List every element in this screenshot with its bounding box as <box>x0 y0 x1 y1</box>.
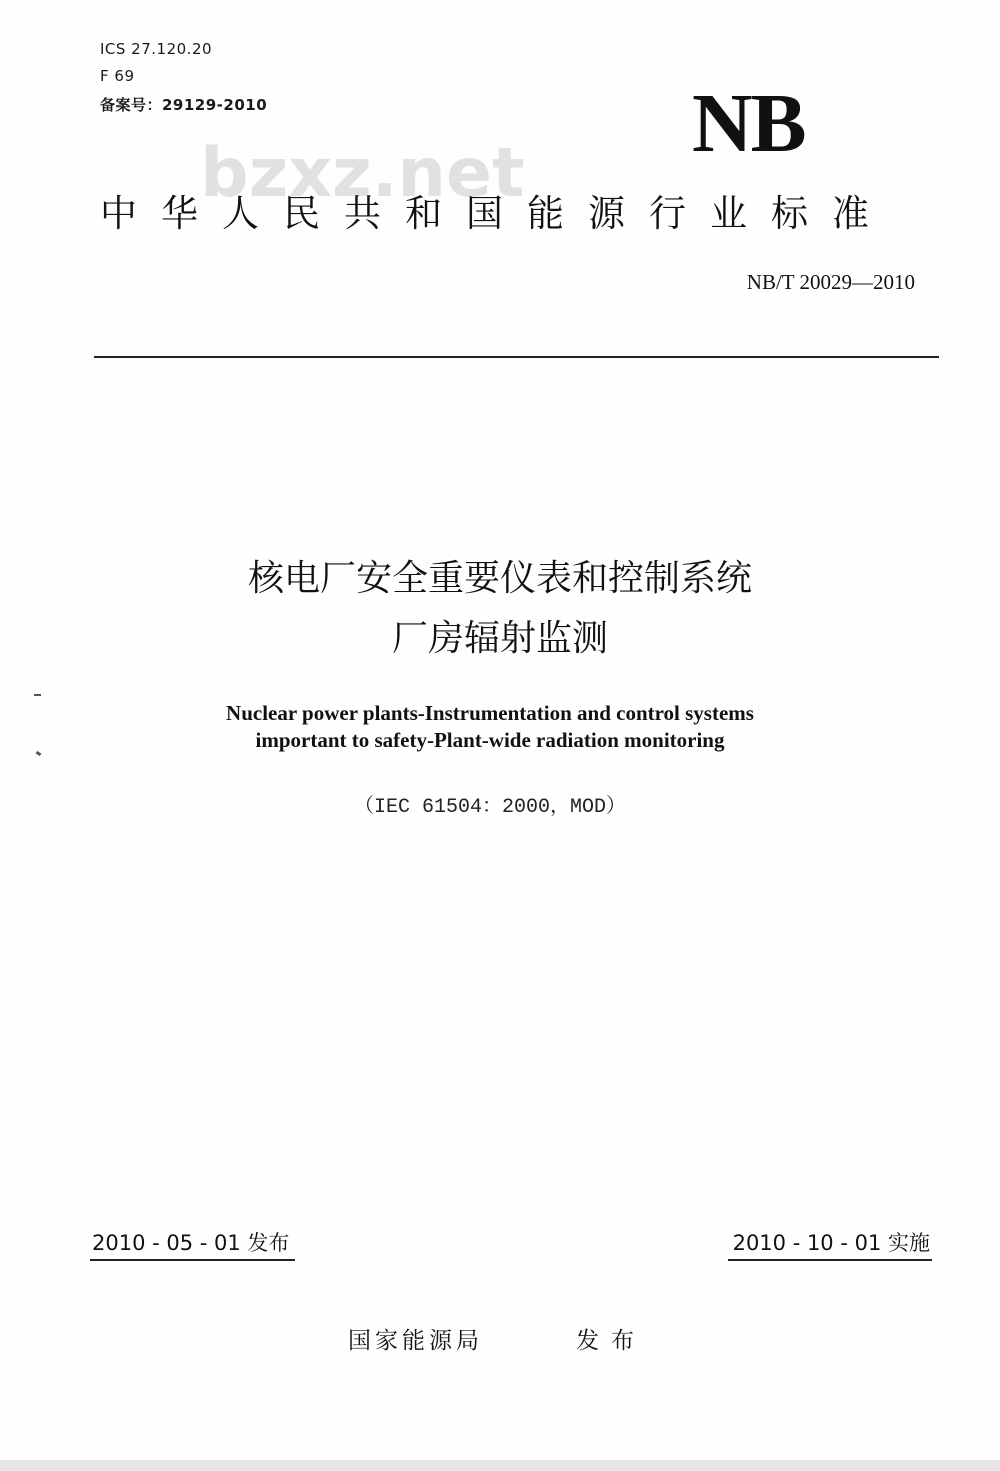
watermark: bzxz.net <box>200 134 525 213</box>
issue-date-underline <box>90 1259 295 1261</box>
title-cn-line1: 核电厂安全重要仪表和控制系统 <box>247 558 752 599</box>
title-cn-line2: 厂房辐射监测 <box>391 618 608 659</box>
page-bottom-edge <box>0 1460 1000 1471</box>
ccs-code: F 69 <box>100 67 135 85</box>
adoption-note: （IEC 61504：2000，MOD） <box>353 796 627 819</box>
standard-number: NB/T 20029—2010 <box>746 270 915 294</box>
title-en-line2: important to safety-Plant-wide radiation monitoring <box>255 728 725 752</box>
standard-category: 中华人民共和国能源行业标准 <box>100 192 893 235</box>
record-number: 备案号：29129-2010 <box>100 96 268 114</box>
issue-date: 2010 - 05 - 01 发布 <box>92 1231 290 1255</box>
publisher: 国家能源局 <box>348 1328 483 1354</box>
publish-verb: 发布 <box>576 1328 646 1354</box>
implementation-date: 2010 - 10 - 01 实施 <box>732 1231 930 1255</box>
ics-code: ICS 27.120.20 <box>100 40 213 58</box>
scan-speck <box>34 694 41 696</box>
header-divider <box>94 356 939 358</box>
implementation-date-underline <box>728 1259 932 1261</box>
nb-logo: NB <box>692 77 805 170</box>
title-en-line1: Nuclear power plants-Instrumentation and control systems <box>226 701 754 725</box>
